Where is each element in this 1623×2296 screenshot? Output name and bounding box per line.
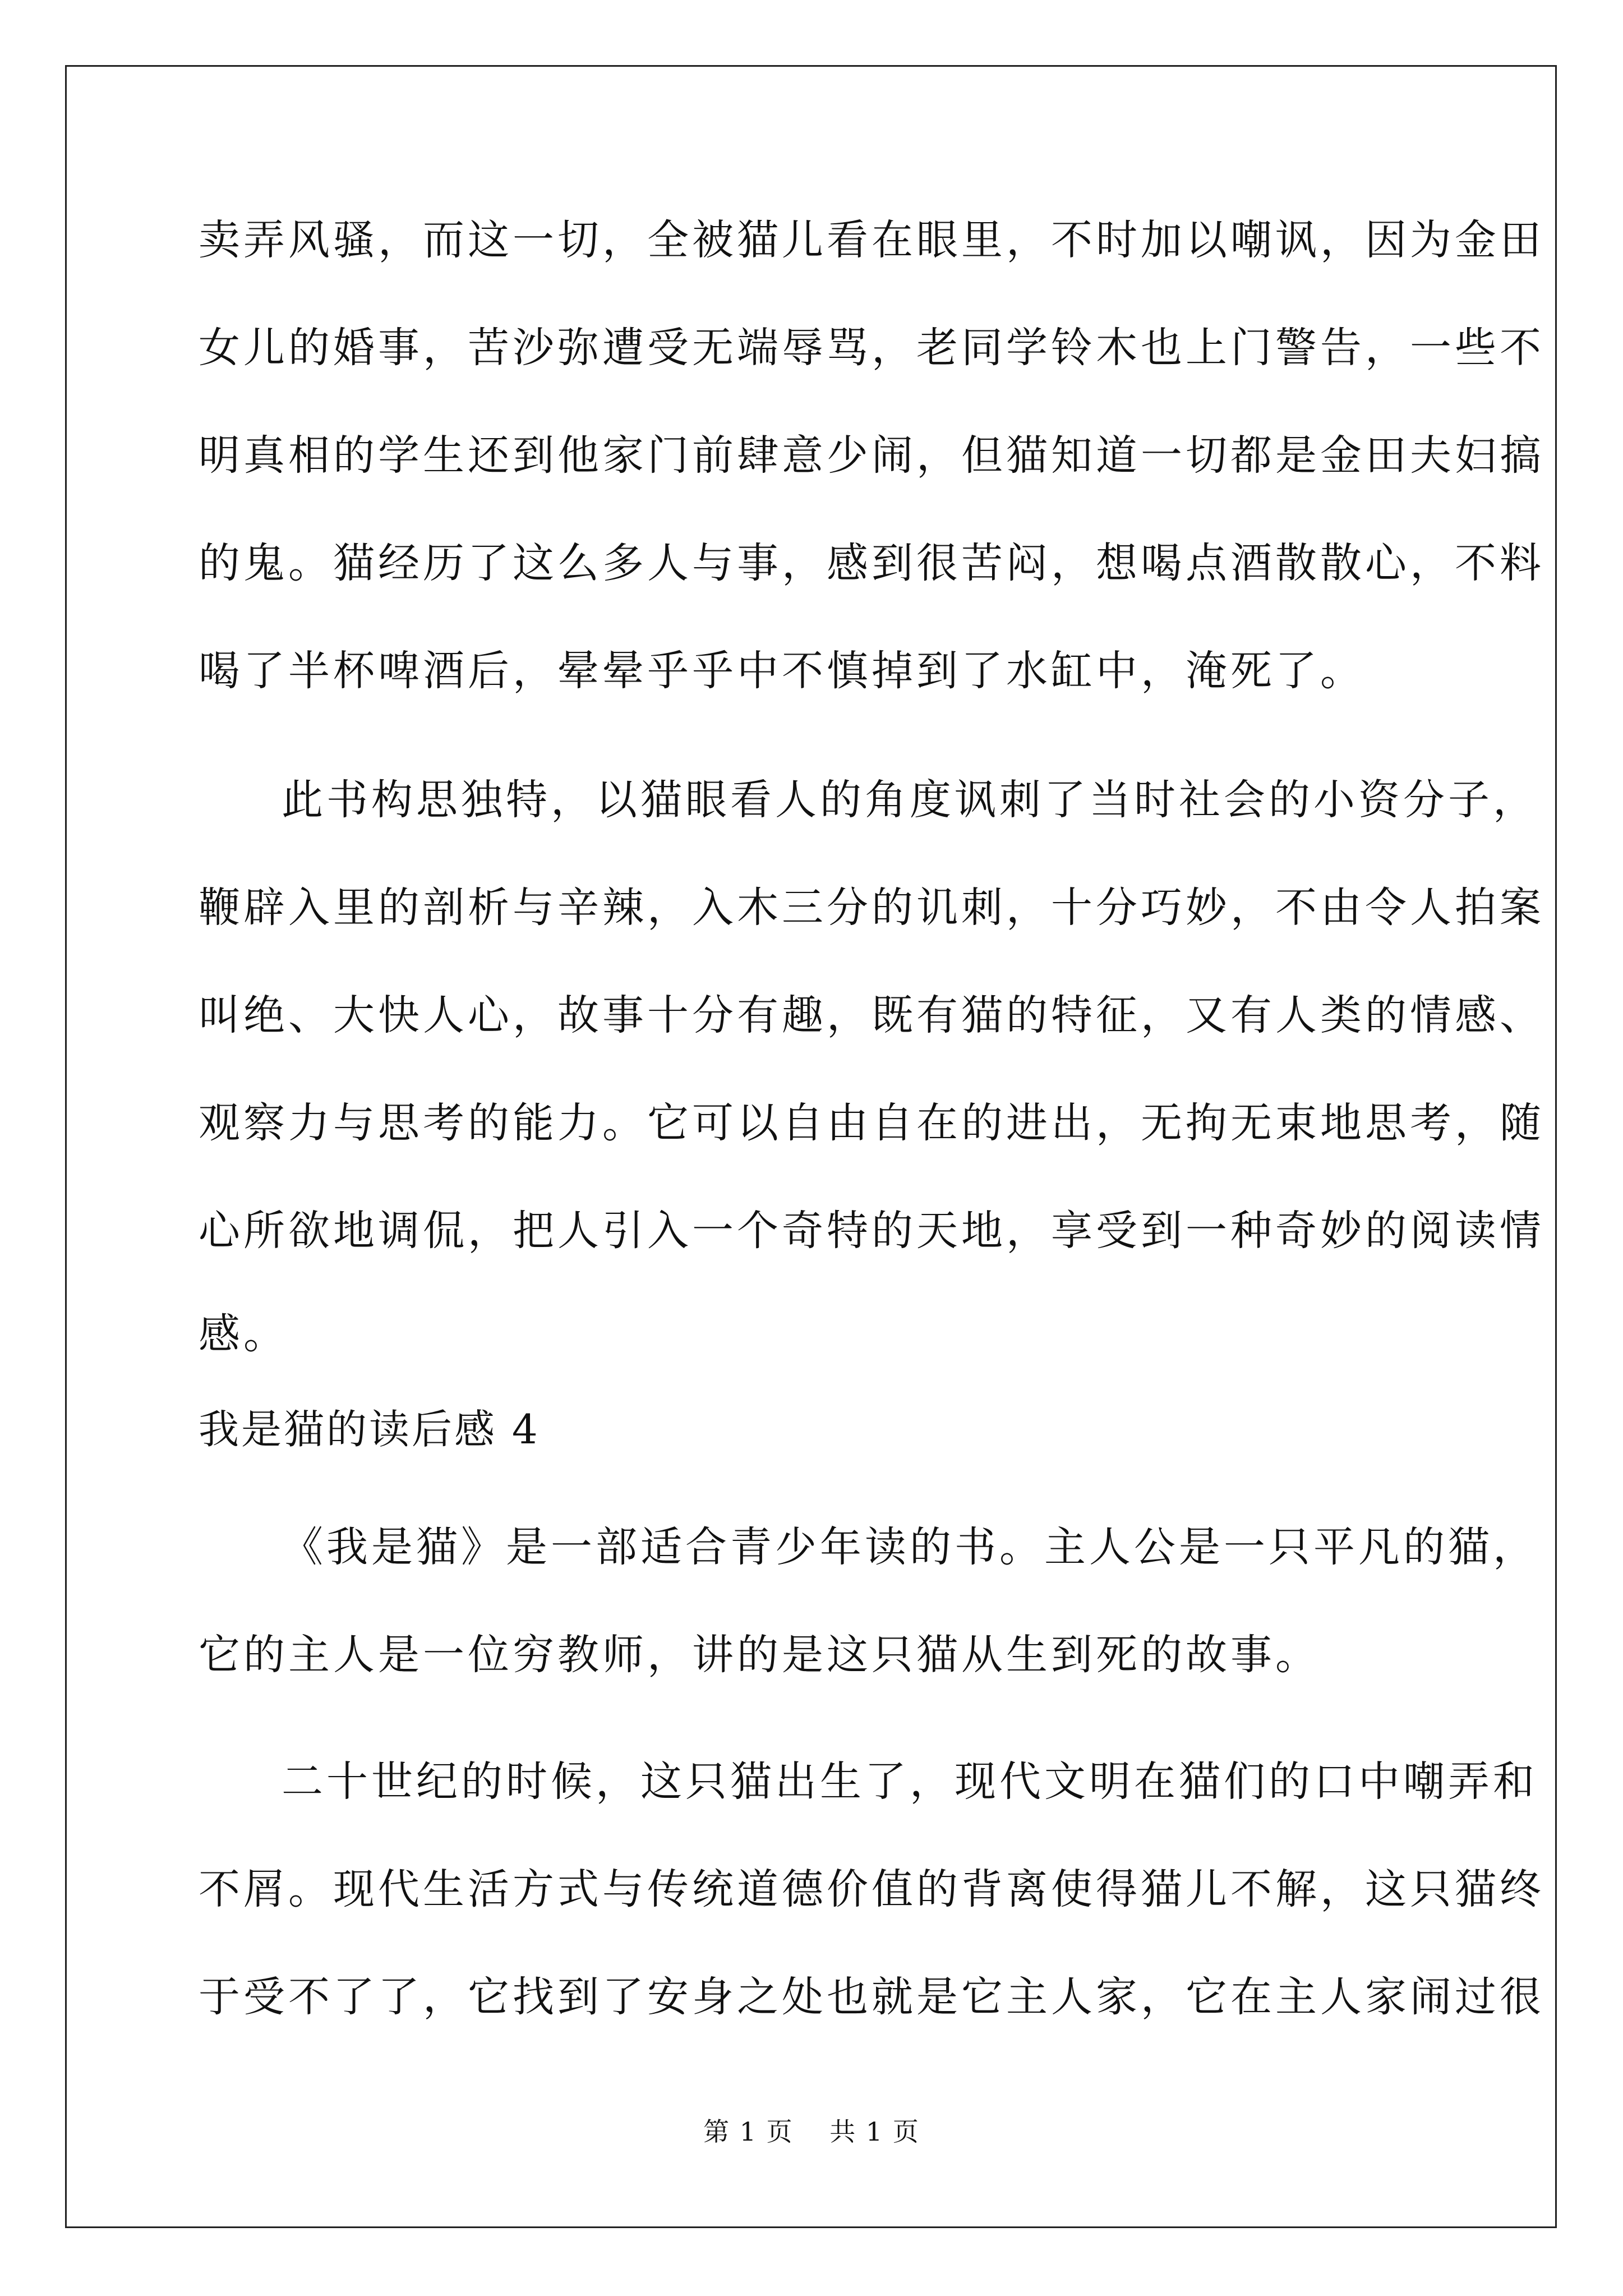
paragraph-line: 感。 <box>199 1310 288 1358</box>
paragraph-line: 叫绝、大快人心，故事十分有趣，既有猫的特征，又有人类的情感、 <box>199 991 1544 1039</box>
paragraph-line: 它的主人是一位穷教师，讲的是这只猫从生到死的故事。 <box>199 1631 1320 1679</box>
paragraph-line: 于受不了了，它找到了安身之处也就是它主人家，它在主人家闹过很 <box>199 1973 1544 2021</box>
section-heading: 我是猫的读后感 4 <box>199 1406 540 1453</box>
paragraph-line: 明真相的学生还到他家门前肆意少闹，但猫知道一切都是金田夫妇搞 <box>199 431 1544 480</box>
paragraph-line: 卖弄风骚，而这一切，全被猫儿看在眼里，不时加以嘲讽，因为金田 <box>199 216 1544 264</box>
paragraph-line: 女儿的婚事，苦沙弥遭受无端辱骂，老同学铃木也上门警告，一些不 <box>199 324 1544 372</box>
paragraph-line: 《我是猫》是一部适合青少年读的书。主人公是一只平凡的猫， <box>282 1523 1538 1571</box>
paragraph-line: 心所欲地调侃，把人引入一个奇特的天地，享受到一种奇妙的阅读情 <box>199 1207 1544 1255</box>
paragraph-line: 不屑。现代生活方式与传统道德价值的背离使得猫儿不解，这只猫终 <box>199 1865 1544 1913</box>
paragraph-line: 观察力与思考的能力。它可以自由自在的进出，无拘无束地思考，随 <box>199 1099 1544 1147</box>
paragraph-line: 喝了半杯啤酒后，晕晕乎乎中不慎掉到了水缸中，淹死了。 <box>199 647 1365 695</box>
page-number-footer: 第 1 页 共 1 页 <box>703 2116 920 2147</box>
paragraph-line: 二十世纪的时候，这只猫出生了，现代文明在猫们的口中嘲弄和 <box>282 1757 1538 1806</box>
paragraph-line: 此书构思独特，以猫眼看人的角度讽刺了当时社会的小资分子， <box>282 776 1538 824</box>
paragraph-line: 鞭辟入里的剖析与辛辣，入木三分的讥刺，十分巧妙，不由令人拍案 <box>199 884 1544 932</box>
paragraph-line: 的鬼。猫经历了这么多人与事，感到很苦闷，想喝点酒散散心，不料 <box>199 539 1544 587</box>
